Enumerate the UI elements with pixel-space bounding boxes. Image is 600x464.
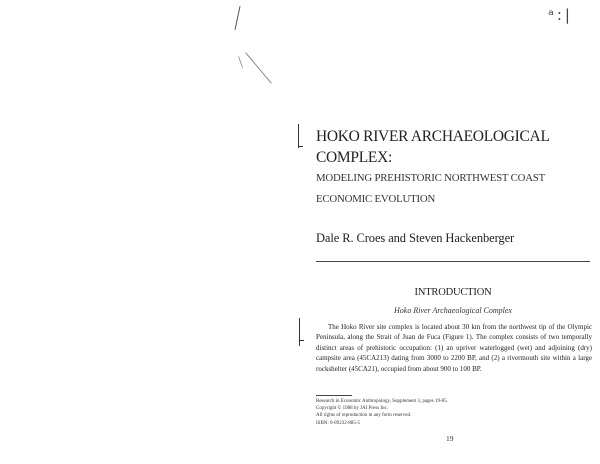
scan-mark [245, 52, 271, 83]
section-heading: INTRODUCTION [414, 287, 492, 298]
article-title: HOKO RIVER ARCHAEOLOGICAL COMPLEX: [316, 128, 550, 166]
author-line: Dale R. Croes and Steven Hackenberger [316, 231, 515, 245]
section-subheading: Hoko River Archaeological Complex [394, 306, 512, 315]
scan-mark [235, 6, 241, 30]
body-paragraph: The Hoko River site complex is located about 30 km from the northwest tip of the Olympic Peninsula, along the Strait of Juan de Fuca (Figure 1). The complex consists of two temporally distinct areas of prehistoric occupation: (1) an upriver waterlogged (wet) and adjoining (dry) campsite area (45CA213) dating from 3000 to 2200 BP, and (2) a rivermouth site within a large rockshelter (45CA21), occupied from about 900 to 100 BP. [316, 323, 592, 373]
scan-mark [298, 124, 299, 148]
scan-mark [300, 340, 304, 341]
scan-mark [299, 146, 303, 147]
article-subtitle: MODELING PREHISTORIC NORTHWEST COAST ECONOMIC EVOLUTION [316, 172, 545, 205]
footnote-line: Research in Economic Anthropology, Supplement 3, pages 19-85. [316, 399, 448, 404]
footnote [316, 398, 586, 427]
corner-handwritten-mark: ᵃ:| [548, 6, 573, 24]
footnote-rule [316, 395, 352, 396]
footnote-line: All rights of reproduction in any form reserved. [316, 413, 412, 419]
scan-mark [238, 56, 243, 68]
page-number: 19 [446, 434, 454, 443]
divider-rule [316, 261, 590, 262]
footnote-line: ISBN: 0-89232-885-5 [316, 420, 361, 426]
footnote-line: Copyright © 1988 by JAI Press Inc. [316, 406, 388, 412]
scan-mark [299, 318, 300, 346]
